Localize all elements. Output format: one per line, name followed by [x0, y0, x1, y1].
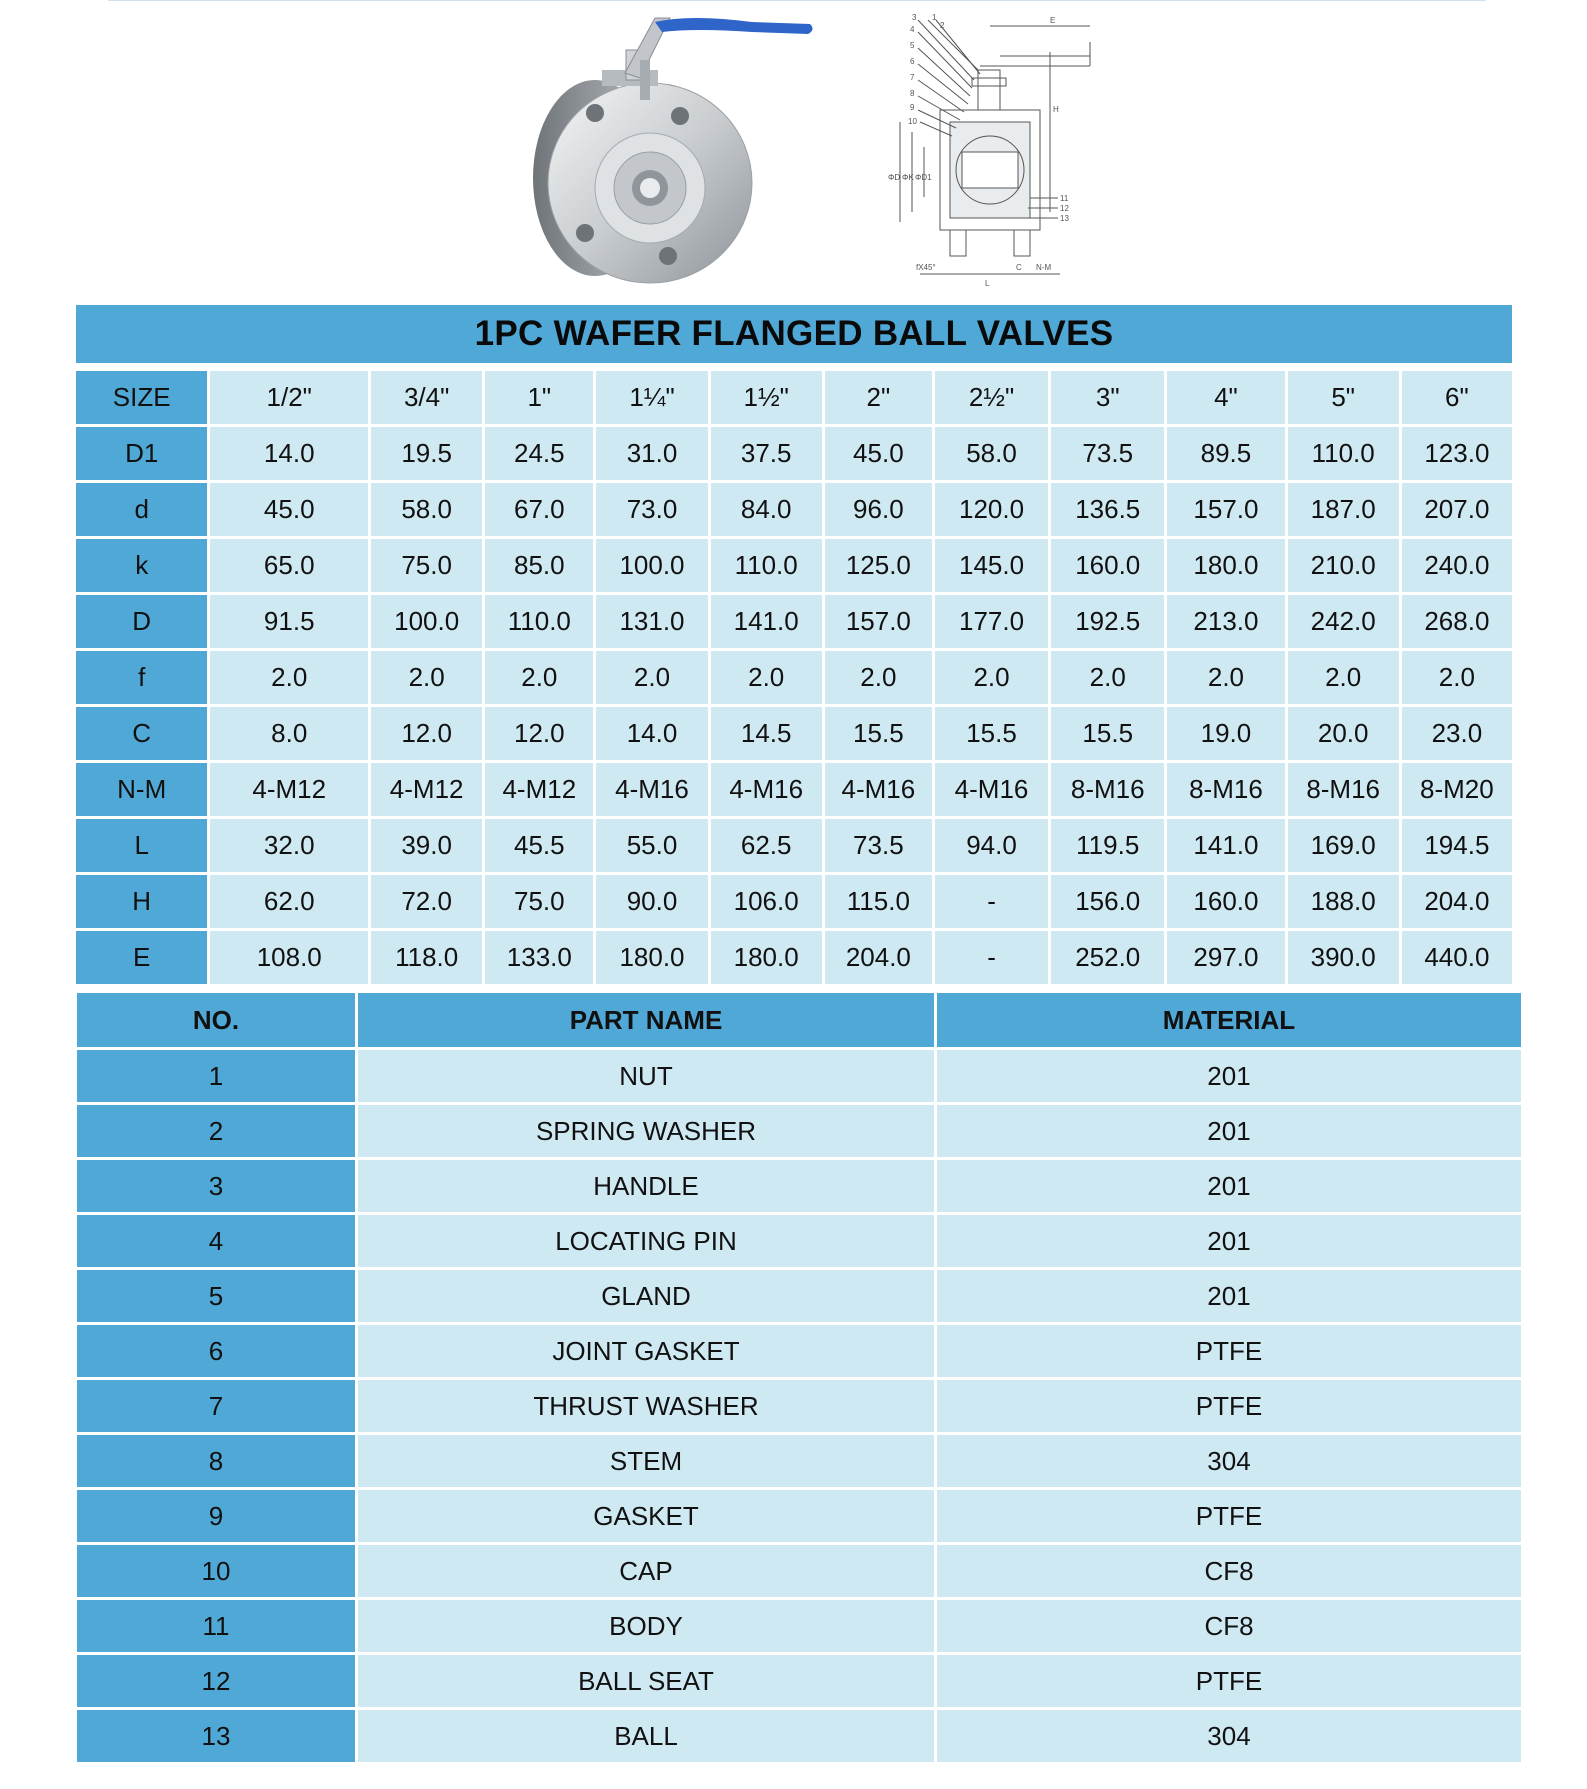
figures — [0, 8, 1587, 298]
spec-value-cell: 73.5 — [825, 819, 932, 872]
spec-row — [76, 595, 1512, 648]
spec-value-cell: 156.0 — [1051, 875, 1164, 928]
spec-value-cell: 85.0 — [485, 539, 593, 592]
part-material: PTFE — [937, 1325, 1521, 1377]
spec-value-cell: 8.0 — [210, 707, 368, 760]
technical-drawing — [880, 12, 1130, 292]
spec-value-cell: 106.0 — [711, 875, 822, 928]
spec-value-cell: 120.0 — [935, 483, 1048, 536]
drawing-callout-4: 4 — [910, 25, 915, 34]
spec-size-cell: 6" — [1402, 371, 1512, 424]
spec-value-cell: 141.0 — [711, 595, 822, 648]
spec-value-cell: 180.0 — [1167, 539, 1284, 592]
spec-value-cell: 157.0 — [825, 595, 932, 648]
spec-value-cell: - — [935, 931, 1048, 984]
spec-value-cell: 110.0 — [485, 595, 593, 648]
spec-value-cell: 94.0 — [935, 819, 1048, 872]
parts-row — [77, 1655, 1521, 1707]
parts-row — [77, 1710, 1521, 1762]
spec-value-cell: 19.0 — [1167, 707, 1284, 760]
drawing-callout-6: 6 — [910, 57, 915, 66]
drawing-dim-e: E — [1050, 16, 1056, 25]
drawing-dim-c: C — [1016, 263, 1022, 272]
spec-value-cell: 58.0 — [371, 483, 482, 536]
spec-value-cell: 2.0 — [210, 651, 368, 704]
part-number: 13 — [77, 1710, 355, 1762]
part-material: 201 — [937, 1270, 1521, 1322]
part-material: CF8 — [937, 1545, 1521, 1597]
spec-value-cell: 210.0 — [1288, 539, 1399, 592]
part-number: 2 — [77, 1105, 355, 1157]
ball-valve-photo — [490, 8, 820, 298]
parts-row — [77, 1545, 1521, 1597]
part-number: 5 — [77, 1270, 355, 1322]
spec-value-cell: 37.5 — [711, 427, 822, 480]
part-name: LOCATING PIN — [358, 1215, 934, 1267]
part-name: JOINT GASKET — [358, 1325, 934, 1377]
spec-value-cell: 45.0 — [210, 483, 368, 536]
spec-value-cell: 160.0 — [1167, 875, 1284, 928]
parts-row — [77, 1435, 1521, 1487]
part-material: 304 — [937, 1435, 1521, 1487]
drawing-dim-l: L — [985, 279, 990, 288]
spec-value-cell: 4-M16 — [596, 763, 707, 816]
spec-value-cell: 160.0 — [1051, 539, 1164, 592]
drawing-callout-13: 13 — [1060, 214, 1069, 223]
part-number: 8 — [77, 1435, 355, 1487]
spec-value-cell: 55.0 — [596, 819, 707, 872]
spec-value-cell: 4-M12 — [210, 763, 368, 816]
spec-row — [76, 427, 1512, 480]
parts-row — [77, 1600, 1521, 1652]
spec-value-cell: 8-M16 — [1167, 763, 1284, 816]
spec-value-cell: 14.0 — [596, 707, 707, 760]
spec-value-cell: 123.0 — [1402, 427, 1512, 480]
spec-value-cell: 2.0 — [1402, 651, 1512, 704]
spec-row — [76, 483, 1512, 536]
drawing-dim-phid: ΦD — [888, 173, 901, 182]
parts-header-row — [77, 993, 1521, 1047]
spec-table — [73, 368, 1515, 987]
drawing-callout-5: 5 — [910, 41, 915, 50]
spec-value-cell: 58.0 — [935, 427, 1048, 480]
part-name: STEM — [358, 1435, 934, 1487]
spec-value-cell: 108.0 — [210, 931, 368, 984]
spec-value-cell: 2.0 — [371, 651, 482, 704]
spec-value-cell: 204.0 — [1402, 875, 1512, 928]
spec-value-cell: 45.0 — [825, 427, 932, 480]
drawing-callout-11: 11 — [1060, 194, 1069, 203]
drawing-callout-9: 9 — [910, 103, 915, 112]
spec-value-cell: 73.0 — [596, 483, 707, 536]
spec-value-cell: 192.5 — [1051, 595, 1164, 648]
spec-value-cell: 2.0 — [1051, 651, 1164, 704]
spec-size-cell: 5" — [1288, 371, 1399, 424]
spec-row-label: D — [76, 595, 207, 648]
page-title: 1PC WAFER FLANGED BALL VALVES — [76, 305, 1512, 363]
spec-value-cell: 204.0 — [825, 931, 932, 984]
part-name: BALL — [358, 1710, 934, 1762]
spec-row-label: k — [76, 539, 207, 592]
spec-row-label: E — [76, 931, 207, 984]
spec-value-cell: 23.0 — [1402, 707, 1512, 760]
spec-value-cell: 180.0 — [711, 931, 822, 984]
spec-value-cell: 8-M16 — [1288, 763, 1399, 816]
parts-row — [77, 1490, 1521, 1542]
spec-row-label: f — [76, 651, 207, 704]
spec-value-cell: 15.5 — [935, 707, 1048, 760]
drawing-callout-12: 12 — [1060, 204, 1069, 213]
spec-header-row — [76, 371, 1512, 424]
spec-value-cell: 110.0 — [711, 539, 822, 592]
part-number: 4 — [77, 1215, 355, 1267]
spec-value-cell: 14.0 — [210, 427, 368, 480]
part-material: 201 — [937, 1050, 1521, 1102]
part-name: BALL SEAT — [358, 1655, 934, 1707]
spec-value-cell: 4-M16 — [711, 763, 822, 816]
part-number: 7 — [77, 1380, 355, 1432]
spec-value-cell: 73.5 — [1051, 427, 1164, 480]
spec-value-cell: 440.0 — [1402, 931, 1512, 984]
spec-value-cell: 8-M16 — [1051, 763, 1164, 816]
spec-value-cell: 100.0 — [596, 539, 707, 592]
part-name: GASKET — [358, 1490, 934, 1542]
parts-row — [77, 1380, 1521, 1432]
spec-value-cell: 62.5 — [711, 819, 822, 872]
spec-value-cell: 2.0 — [596, 651, 707, 704]
part-number: 12 — [77, 1655, 355, 1707]
spec-row-label: d — [76, 483, 207, 536]
spec-size-cell: 2½" — [935, 371, 1048, 424]
spec-value-cell: 32.0 — [210, 819, 368, 872]
part-material: 201 — [937, 1160, 1521, 1212]
part-material: 201 — [937, 1215, 1521, 1267]
spec-value-cell: 213.0 — [1167, 595, 1284, 648]
spec-value-cell: 133.0 — [485, 931, 593, 984]
part-material: PTFE — [937, 1380, 1521, 1432]
part-number: 9 — [77, 1490, 355, 1542]
spec-row-label: L — [76, 819, 207, 872]
drawing-dim-nm: N-M — [1036, 263, 1052, 272]
part-name: CAP — [358, 1545, 934, 1597]
spec-value-cell: 115.0 — [825, 875, 932, 928]
spec-value-cell: 75.0 — [485, 875, 593, 928]
parts-row — [77, 1050, 1521, 1102]
spec-value-cell: 8-M20 — [1402, 763, 1512, 816]
spec-value-cell: 4-M12 — [485, 763, 593, 816]
spec-value-cell: 2.0 — [711, 651, 822, 704]
parts-row — [77, 1160, 1521, 1212]
drawing-dim-phid1: ΦD1 — [915, 173, 932, 182]
spec-value-cell: 20.0 — [1288, 707, 1399, 760]
part-name: BODY — [358, 1600, 934, 1652]
spec-value-cell: 67.0 — [485, 483, 593, 536]
spec-value-cell: 297.0 — [1167, 931, 1284, 984]
spec-value-cell: 15.5 — [825, 707, 932, 760]
spec-value-cell: - — [935, 875, 1048, 928]
spec-value-cell: 180.0 — [596, 931, 707, 984]
part-number: 10 — [77, 1545, 355, 1597]
spec-value-cell: 75.0 — [371, 539, 482, 592]
spec-value-cell: 119.5 — [1051, 819, 1164, 872]
spec-row — [76, 931, 1512, 984]
spec-size-cell: 1" — [485, 371, 593, 424]
spec-value-cell: 177.0 — [935, 595, 1048, 648]
drawing-callout-8: 8 — [910, 89, 915, 98]
spec-value-cell: 194.5 — [1402, 819, 1512, 872]
drawing-dim-fx45: fX45° — [916, 263, 936, 272]
parts-column-header: PART NAME — [358, 993, 934, 1047]
part-material: PTFE — [937, 1655, 1521, 1707]
spec-value-cell: 2.0 — [825, 651, 932, 704]
spec-value-cell: 84.0 — [711, 483, 822, 536]
drawing-callout-2: 2 — [940, 21, 945, 30]
spec-value-cell: 89.5 — [1167, 427, 1284, 480]
parts-column-header: NO. — [77, 993, 355, 1047]
parts-row — [77, 1105, 1521, 1157]
spec-value-cell: 110.0 — [1288, 427, 1399, 480]
spec-value-cell: 188.0 — [1288, 875, 1399, 928]
spec-row — [76, 707, 1512, 760]
spec-value-cell: 72.0 — [371, 875, 482, 928]
spec-size-cell: 3" — [1051, 371, 1164, 424]
spec-value-cell: 145.0 — [935, 539, 1048, 592]
part-name: NUT — [358, 1050, 934, 1102]
spec-value-cell: 390.0 — [1288, 931, 1399, 984]
spec-value-cell: 62.0 — [210, 875, 368, 928]
spec-value-cell: 100.0 — [371, 595, 482, 648]
parts-row — [77, 1215, 1521, 1267]
part-name: GLAND — [358, 1270, 934, 1322]
spec-value-cell: 118.0 — [371, 931, 482, 984]
spec-value-cell: 12.0 — [485, 707, 593, 760]
spec-value-cell: 2.0 — [485, 651, 593, 704]
spec-value-cell: 187.0 — [1288, 483, 1399, 536]
spec-value-cell: 24.5 — [485, 427, 593, 480]
part-name: THRUST WASHER — [358, 1380, 934, 1432]
spec-value-cell: 131.0 — [596, 595, 707, 648]
drawing-dim-h: H — [1053, 105, 1059, 114]
part-material: CF8 — [937, 1600, 1521, 1652]
spec-row-label: N-M — [76, 763, 207, 816]
spec-value-cell: 252.0 — [1051, 931, 1164, 984]
spec-value-cell: 96.0 — [825, 483, 932, 536]
spec-size-cell: 4" — [1167, 371, 1284, 424]
drawing-callout-10: 10 — [908, 117, 917, 126]
part-name: HANDLE — [358, 1160, 934, 1212]
spec-value-cell: 268.0 — [1402, 595, 1512, 648]
spec-value-cell: 169.0 — [1288, 819, 1399, 872]
spec-row — [76, 819, 1512, 872]
spec-row-label: SIZE — [76, 371, 207, 424]
top-divider — [108, 0, 1486, 1]
drawing-callout-7: 7 — [910, 73, 915, 82]
spec-value-cell: 240.0 — [1402, 539, 1512, 592]
spec-row-label: D1 — [76, 427, 207, 480]
spec-value-cell: 19.5 — [371, 427, 482, 480]
parts-row — [77, 1270, 1521, 1322]
spec-value-cell: 45.5 — [485, 819, 593, 872]
spec-size-cell: 1¼" — [596, 371, 707, 424]
parts-table — [74, 990, 1524, 1765]
spec-value-cell: 2.0 — [935, 651, 1048, 704]
part-number: 11 — [77, 1600, 355, 1652]
spec-row — [76, 539, 1512, 592]
spec-size-cell: 1/2" — [210, 371, 368, 424]
spec-size-cell: 3/4" — [371, 371, 482, 424]
part-name: SPRING WASHER — [358, 1105, 934, 1157]
spec-value-cell: 2.0 — [1288, 651, 1399, 704]
spec-value-cell: 65.0 — [210, 539, 368, 592]
spec-value-cell: 31.0 — [596, 427, 707, 480]
part-material: PTFE — [937, 1490, 1521, 1542]
spec-value-cell: 91.5 — [210, 595, 368, 648]
spec-value-cell: 4-M16 — [825, 763, 932, 816]
part-number: 6 — [77, 1325, 355, 1377]
spec-row — [76, 651, 1512, 704]
part-material: 304 — [937, 1710, 1521, 1762]
spec-size-cell: 2" — [825, 371, 932, 424]
spec-value-cell: 2.0 — [1167, 651, 1284, 704]
spec-row — [76, 875, 1512, 928]
spec-row — [76, 763, 1512, 816]
part-number: 3 — [77, 1160, 355, 1212]
spec-row-label: C — [76, 707, 207, 760]
spec-value-cell: 15.5 — [1051, 707, 1164, 760]
spec-value-cell: 157.0 — [1167, 483, 1284, 536]
drawing-dim-phik: ΦK — [902, 173, 914, 182]
spec-value-cell: 90.0 — [596, 875, 707, 928]
spec-value-cell: 12.0 — [371, 707, 482, 760]
parts-row — [77, 1325, 1521, 1377]
drawing-callout-1: 1 — [932, 13, 937, 22]
spec-value-cell: 136.5 — [1051, 483, 1164, 536]
spec-size-cell: 1½" — [711, 371, 822, 424]
spec-value-cell: 141.0 — [1167, 819, 1284, 872]
spec-value-cell: 207.0 — [1402, 483, 1512, 536]
part-number: 1 — [77, 1050, 355, 1102]
parts-column-header: MATERIAL — [937, 993, 1521, 1047]
spec-value-cell: 4-M12 — [371, 763, 482, 816]
spec-value-cell: 4-M16 — [935, 763, 1048, 816]
drawing-callout-3: 3 — [912, 13, 917, 22]
spec-value-cell: 39.0 — [371, 819, 482, 872]
spec-row-label: H — [76, 875, 207, 928]
spec-value-cell: 242.0 — [1288, 595, 1399, 648]
spec-value-cell: 125.0 — [825, 539, 932, 592]
part-material: 201 — [937, 1105, 1521, 1157]
spec-value-cell: 14.5 — [711, 707, 822, 760]
